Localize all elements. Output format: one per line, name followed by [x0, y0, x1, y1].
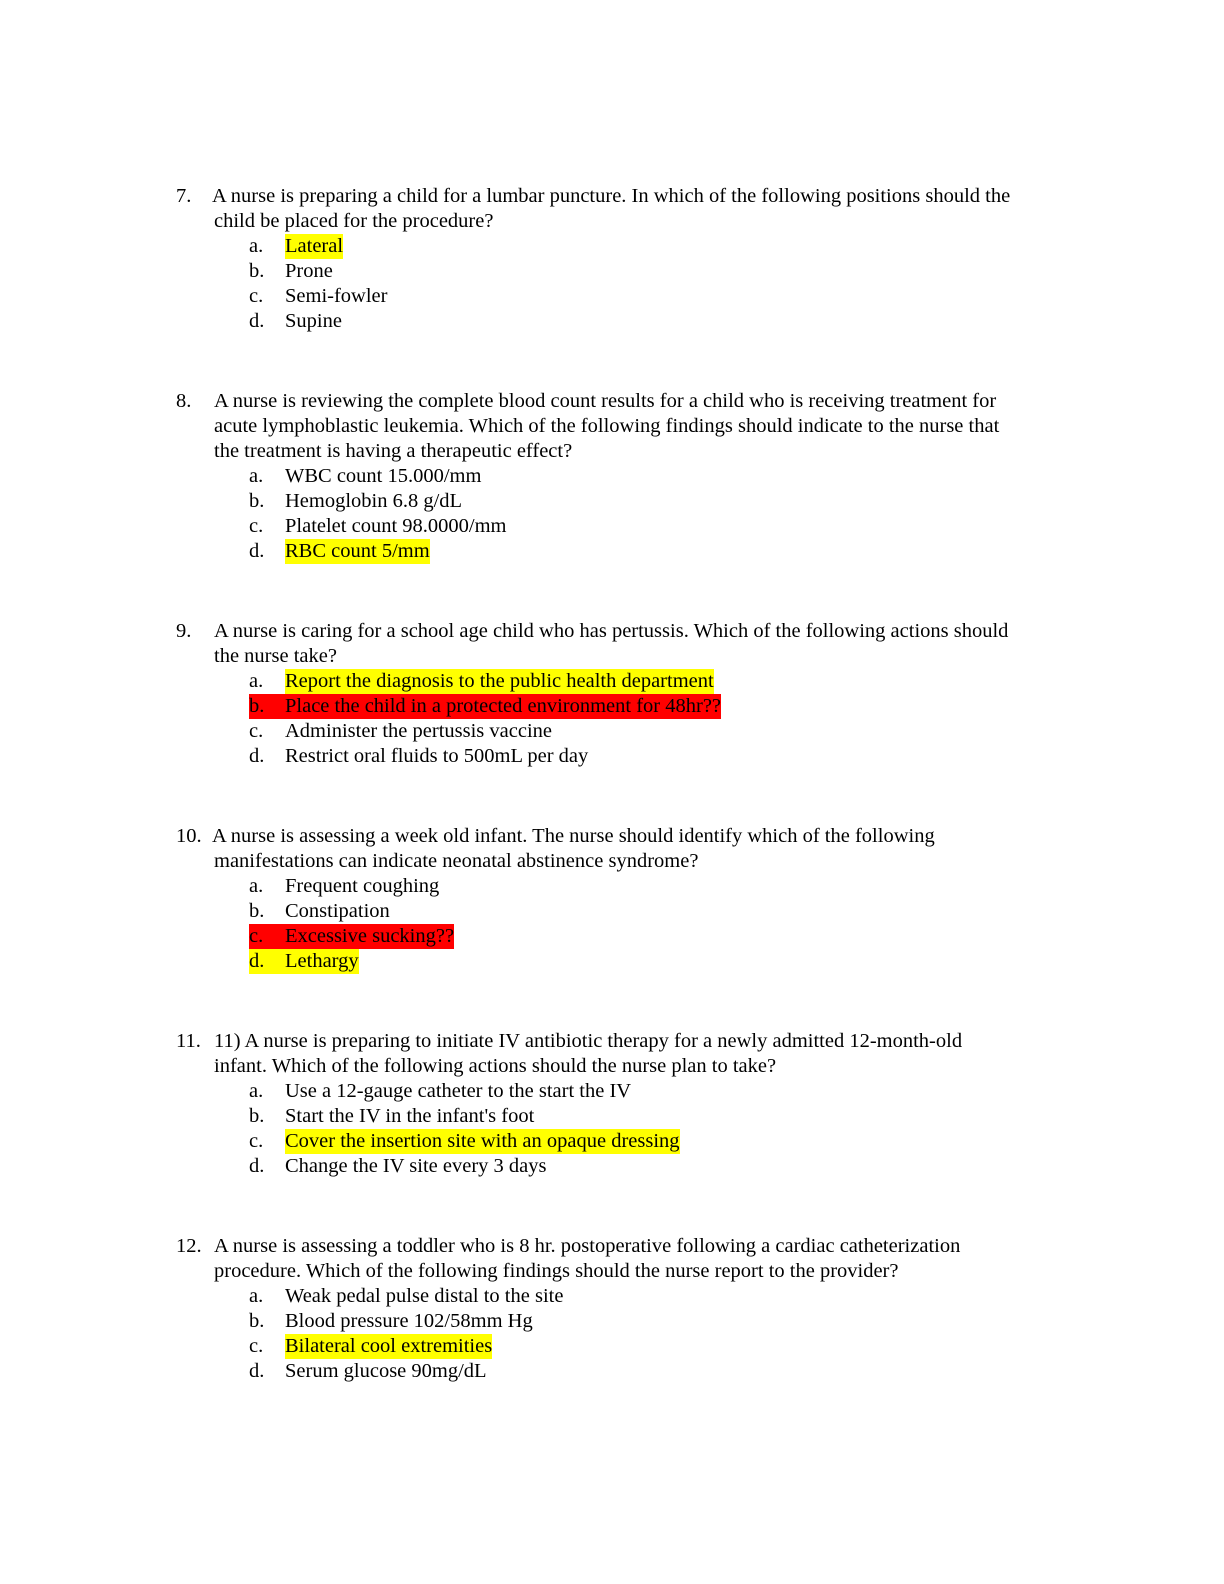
answer-option-c	[176, 1129, 1076, 1154]
question-number: 9.	[176, 620, 192, 642]
question-text: A nurse is assessing a toddler who is 8 hr. postoperative following a cardiac catheterization	[214, 1235, 961, 1257]
option-text: WBC count 15.000/mm	[285, 465, 482, 487]
option-letter: a.	[249, 465, 264, 487]
answer-options	[176, 1284, 1076, 1384]
question-stem-line	[176, 184, 1076, 209]
question-stem-line	[176, 619, 1076, 644]
question-text: 11) A nurse is preparing to initiate IV antibiotic therapy for a newly admitted 12-month-old	[214, 1030, 963, 1052]
option-letter: d.	[249, 540, 265, 562]
answer-option-a	[176, 669, 1076, 694]
question-stem-line	[176, 849, 1076, 874]
answer-option-a	[176, 1079, 1076, 1104]
option-letter: b.	[249, 695, 265, 717]
answer-option-a	[176, 234, 1076, 259]
option-letter: a.	[249, 875, 264, 897]
question-text: the nurse take?	[214, 645, 337, 667]
option-text: Lethargy	[285, 950, 359, 972]
question-text: child be placed for the procedure?	[214, 210, 494, 232]
answer-option-a	[176, 1284, 1076, 1309]
answer-options	[176, 234, 1076, 334]
question-stem-line	[176, 414, 1076, 439]
question-text: A nurse is reviewing the complete blood count results for a child who is receiving treatment for	[214, 390, 997, 412]
answer-option-c	[176, 514, 1076, 539]
option-letter: b.	[249, 1310, 265, 1332]
answer-option-a	[176, 874, 1076, 899]
option-text: Serum glucose 90mg/dL	[285, 1360, 487, 1382]
question-stem-line	[176, 824, 1076, 849]
answer-option-a	[176, 464, 1076, 489]
answer-option-b	[176, 489, 1076, 514]
answer-option-c	[176, 924, 1076, 949]
question-stem-line	[176, 209, 1076, 234]
question-number: 8.	[176, 390, 192, 412]
option-letter: d.	[249, 1155, 265, 1177]
option-text: Start the IV in the infant's foot	[285, 1105, 535, 1127]
option-text: Hemoglobin 6.8 g/dL	[285, 490, 463, 512]
question-stem-line	[176, 1234, 1076, 1259]
answer-option-d	[176, 309, 1076, 334]
option-letter: c.	[249, 1130, 264, 1152]
answer-option-c	[176, 1334, 1076, 1359]
answer-option-d	[176, 949, 1076, 974]
option-letter: a.	[249, 1285, 264, 1307]
option-text: RBC count 5/mm	[285, 540, 430, 562]
option-text: Semi-fowler	[285, 285, 388, 307]
answer-option-b	[176, 1104, 1076, 1129]
question-number: 7.	[176, 185, 192, 207]
question-text: acute lymphoblastic leukemia. Which of the following findings should indicate to the nurse that	[214, 415, 1000, 437]
question-stem-line	[176, 644, 1076, 669]
option-text: Supine	[285, 310, 342, 332]
question-number: 10.	[176, 825, 202, 847]
answer-option-c	[176, 719, 1076, 744]
option-letter: a.	[249, 1080, 264, 1102]
option-text: Constipation	[285, 900, 390, 922]
option-letter: c.	[249, 515, 264, 537]
option-text: Frequent coughing	[285, 875, 440, 897]
option-letter: b.	[249, 900, 265, 922]
answer-option-d	[176, 539, 1076, 564]
question-stem-line	[176, 439, 1076, 464]
option-letter: d.	[249, 1360, 265, 1382]
answer-option-b	[176, 899, 1076, 924]
question-stem-line	[176, 1029, 1076, 1054]
option-letter: d.	[249, 950, 265, 972]
question-9	[176, 619, 1076, 769]
answer-option-c	[176, 284, 1076, 309]
question-text: A nurse is assessing a week old infant. The nurse should identify which of the following	[212, 825, 935, 847]
option-letter: c.	[249, 285, 264, 307]
answer-options	[176, 874, 1076, 974]
option-text: Weak pedal pulse distal to the site	[285, 1285, 564, 1307]
option-letter: d.	[249, 745, 265, 767]
option-text: Cover the insertion site with an opaque dressing	[285, 1130, 680, 1152]
option-text: Lateral	[285, 235, 344, 257]
answer-option-b	[176, 1309, 1076, 1334]
answer-options	[176, 1079, 1076, 1179]
question-12	[176, 1234, 1076, 1384]
question-text: A nurse is caring for a school age child who has pertussis. Which of the following actions should	[214, 620, 1009, 642]
option-text: Use a 12-gauge catheter to the start the IV	[285, 1080, 632, 1102]
question-7	[176, 184, 1076, 334]
option-letter: c.	[249, 1335, 264, 1357]
option-text: Prone	[285, 260, 333, 282]
option-text: Bilateral cool extremities	[285, 1335, 493, 1357]
question-text: manifestations can indicate neonatal abstinence syndrome?	[214, 850, 699, 872]
question-8	[176, 389, 1076, 564]
answer-option-d	[176, 1359, 1076, 1384]
question-text: infant. Which of the following actions should the nurse plan to take?	[214, 1055, 777, 1077]
question-number: 12.	[176, 1235, 202, 1257]
option-text: Place the child in a protected environment for 48hr??	[285, 695, 722, 717]
question-text: A nurse is preparing a child for a lumbar puncture. In which of the following positions should the	[212, 185, 1011, 207]
question-text: the treatment is having a therapeutic effect?	[214, 440, 573, 462]
option-text: Blood pressure 102/58mm Hg	[285, 1310, 533, 1332]
question-stem-line	[176, 1259, 1076, 1284]
question-stem-line	[176, 389, 1076, 414]
question-number: 11.	[176, 1030, 201, 1052]
question-stem-line	[176, 1054, 1076, 1079]
option-letter: d.	[249, 310, 265, 332]
answer-option-b	[176, 694, 1076, 719]
answer-option-d	[176, 1154, 1076, 1179]
answer-option-d	[176, 744, 1076, 769]
question-10	[176, 824, 1076, 974]
option-letter: b.	[249, 260, 265, 282]
answer-option-b	[176, 259, 1076, 284]
option-text: Restrict oral fluids to 500mL per day	[285, 745, 589, 767]
option-text: Report the diagnosis to the public health department	[285, 670, 714, 692]
option-text: Administer the pertussis vaccine	[285, 720, 553, 742]
option-letter: a.	[249, 235, 264, 257]
option-letter: c.	[249, 720, 264, 742]
option-letter: a.	[249, 670, 264, 692]
question-text: procedure. Which of the following findings should the nurse report to the provider?	[214, 1260, 899, 1282]
option-letter: c.	[249, 925, 264, 947]
option-text: Platelet count 98.0000/mm	[285, 515, 507, 537]
option-text: Excessive sucking??	[285, 925, 455, 947]
question-11	[176, 1029, 1076, 1179]
answer-options	[176, 464, 1076, 564]
option-letter: b.	[249, 490, 265, 512]
option-text: Change the IV site every 3 days	[285, 1155, 547, 1177]
option-letter: b.	[249, 1105, 265, 1127]
answer-options	[176, 669, 1076, 769]
